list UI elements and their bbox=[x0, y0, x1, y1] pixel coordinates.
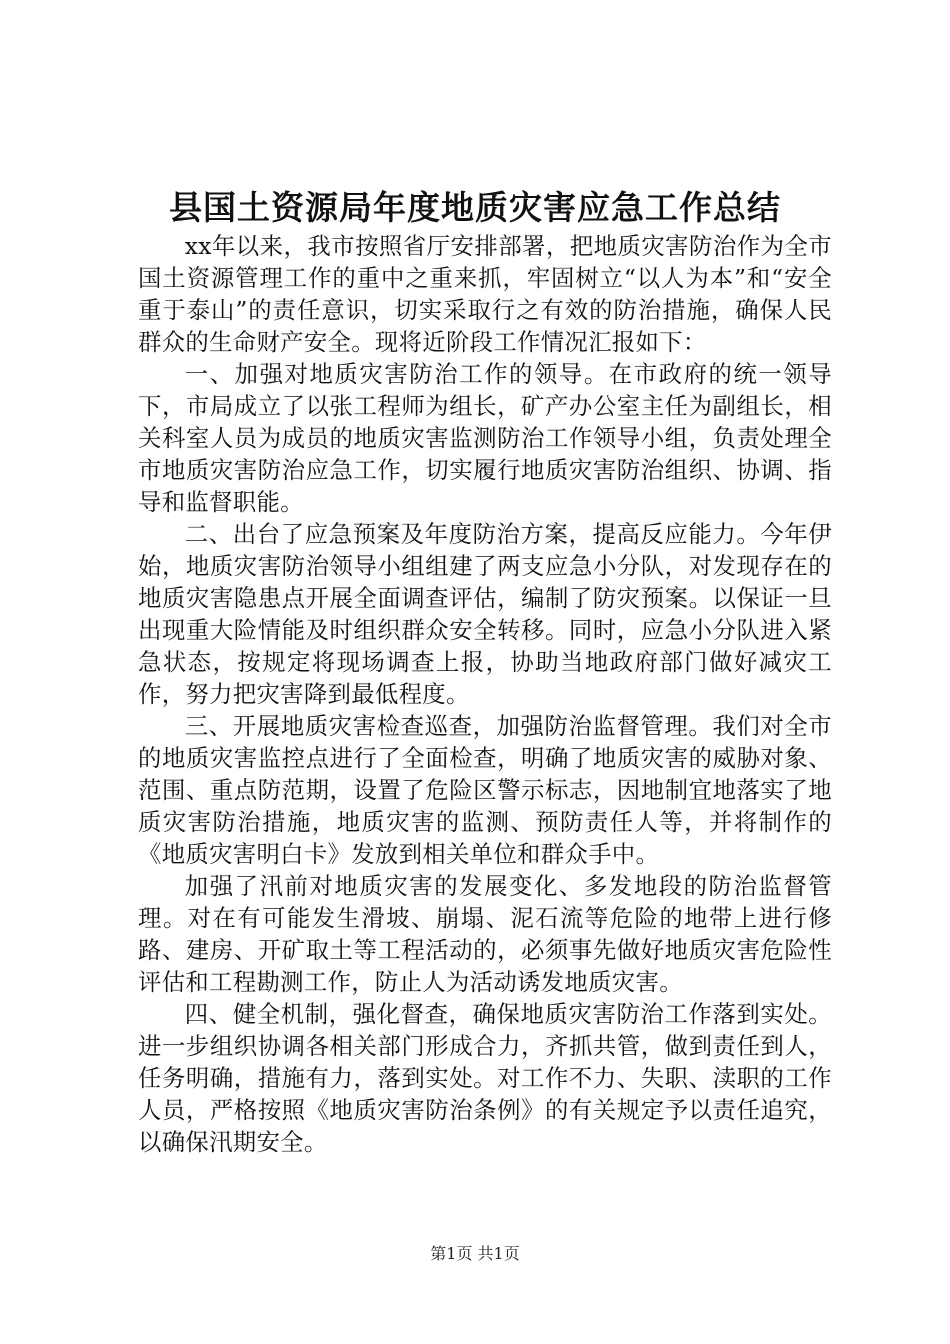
paragraph-section-4: 四、健全机制，强化督查，确保地质灾害防治工作落到实处。进一步组织协调各相关部门形成合力，齐抓共管，做到责任到人，任务明确，措施有力，落到实处。对工作不力、失职、渎职的工作人员，严格按照《地质灾害防治条例》的有关规定予以责任追究，以确保汛期安全。 bbox=[138, 1000, 832, 1156]
paragraph-section-2: 二、出台了应急预案及年度防治方案，提高反应能力。今年伊始，地质灾害防治领导小组组建了两支应急小分队，对发现存在的地质灾害隐患点开展全面调查评估，编制了防灾预案。以保证一旦出现重大险情能及时组织群众安全转移。同时，应急小分队进入紧急状态，按规定将现场调查上报，协助当地政府部门做好减灾工作，努力把灾害降到最低程度。 bbox=[138, 520, 832, 708]
paragraph-section-3-cont: 加强了汛前对地质灾害的发展变化、多发地段的防治监督管理。对在有可能发生滑坡、崩塌、泥石流等危险的地带上进行修路、建房、开矿取土等工程活动的，必须事先做好地质灾害危险性评估和工程勘测工作，防止人为活动诱发地质灾害。 bbox=[138, 872, 832, 996]
paragraph-section-1: 一、加强对地质灾害防治工作的领导。在市政府的统一领导下，市局成立了以张工程师为组长，矿产办公室主任为副组长，相关科室人员为成员的地质灾害监测防治工作领导小组，负责处理全市地质灾害防治应急工作，切实履行地质灾害防治组织、协调、指导和监督职能。 bbox=[138, 360, 832, 516]
document-title: 县国土资源局年度地质灾害应急工作总结 bbox=[169, 188, 781, 227]
paragraph-intro: xx年以来，我市按照省厅安排部署，把地质灾害防治作为全市国土资源管理工作的重中之重来抓，牢固树立“以人为本”和“安全重于泰山”的责任意识，切实采取行之有效的防治措施，确保人民群众的生命财产安全。现将近阶段工作情况汇报如下： bbox=[138, 232, 832, 356]
paragraph-section-3: 三、开展地质灾害检查巡查，加强防治监督管理。我们对全市的地质灾害监控点进行了全面检查，明确了地质灾害的威胁对象、范围、重点防范期，设置了危险区警示标志，因地制宜地落实了地质灾害防治措施，地质灾害的监测、预防责任人等，并将制作的《地质灾害明白卡》发放到相关单位和群众手中。 bbox=[138, 712, 832, 868]
document-body bbox=[138, 230, 832, 1158]
page-number-footer: 第1页 共1页 bbox=[430, 1244, 520, 1263]
